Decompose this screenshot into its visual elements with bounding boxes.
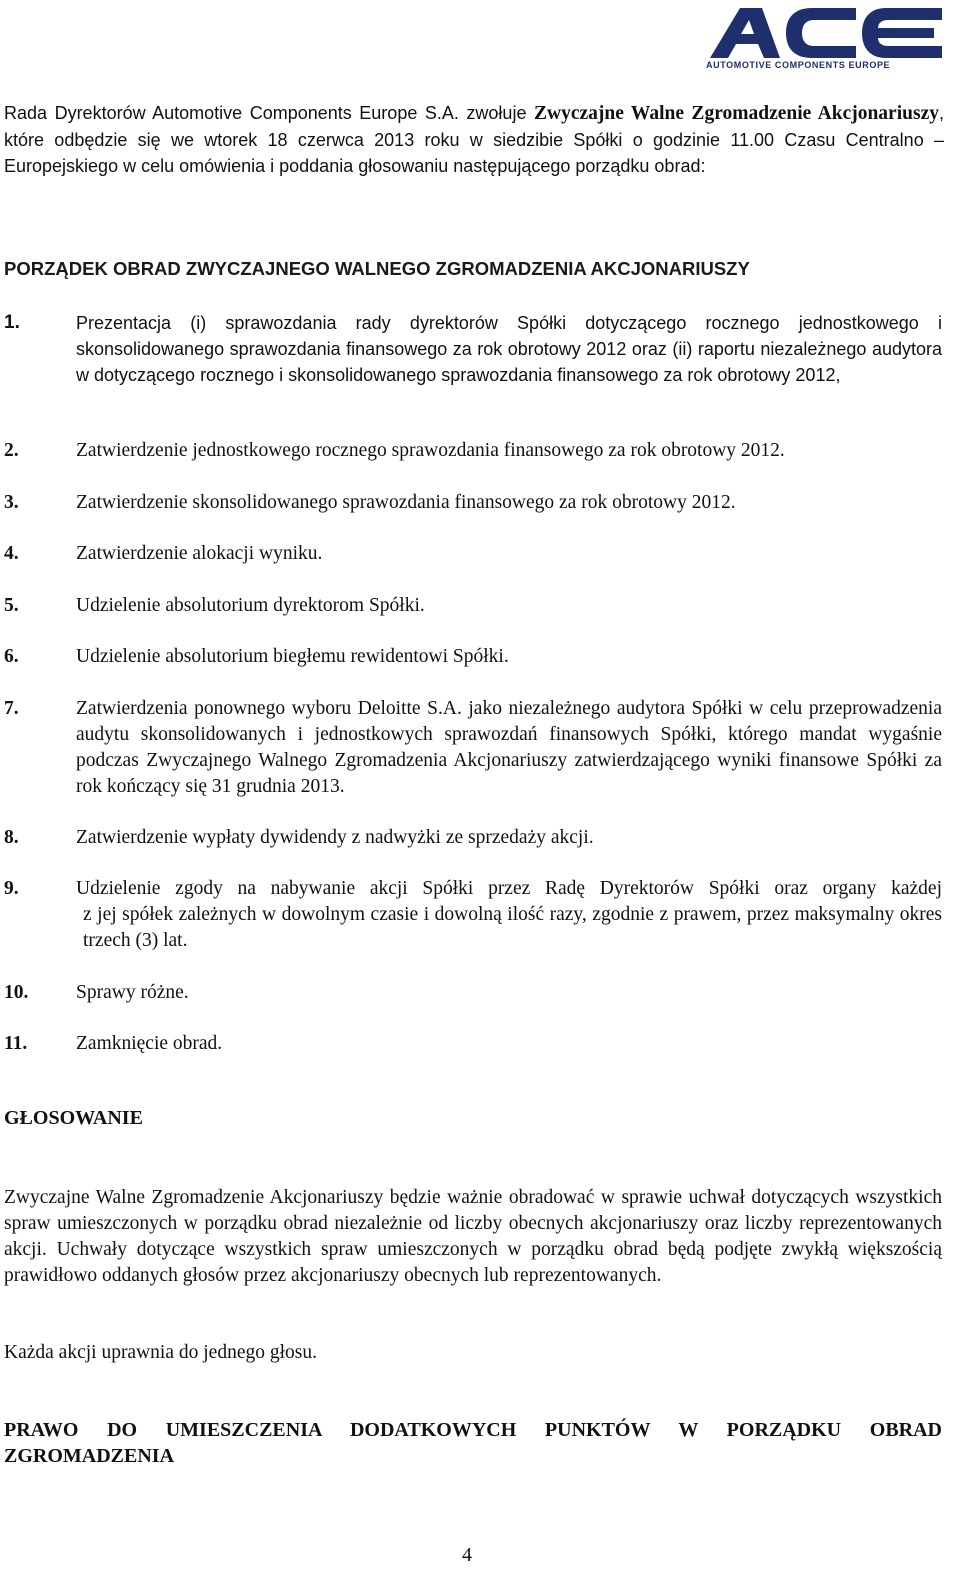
intro-meeting-name: Zwyczajne Walne Zgromadzenie Akcjonariuszy	[533, 103, 939, 124]
item-text: Prezentacja (i) sprawozdania rady dyrektorów Spółki dotyczącego rocznego jednostkowego i skonsolidowanego sprawozdania finansowego za rok obrotowy 2012 oraz (ii) raportu niezależnego audytora w dotyczącego rocznego i skonsolidowanego sprawozdania finansowego za rok obrotowy 2012,	[76, 313, 942, 385]
item-text: Zatwierdzenia ponownego wyboru Deloitte S.A. jako niezależnego audytora Spółki w celu przeprowadzenia audytu skonsolidowanych i jednostkowych sprawozdań finansowych Spółki, którego mandat wygaśnie podczas Zwyczajnego Walnego Zgromadzenia Akcjonariuszy zatwierdzającego wyniki finansowe Spółki za rok kończący się 31 grudnia 2013.	[76, 698, 942, 797]
vote-rule-paragraph: Każda akcji uprawnia do jednego głosu.	[4, 1342, 317, 1363]
item-number: 5.	[4, 595, 19, 616]
agenda-item-4	[4, 541, 942, 567]
item-number: 4.	[4, 543, 19, 564]
item-text: Zatwierdzenie alokacji wyniku.	[76, 543, 323, 564]
voting-heading: GŁOSOWANIE	[4, 1107, 143, 1129]
item-number: 6.	[4, 646, 19, 667]
item-text: Zatwierdzenie wypłaty dywidendy z nadwyżki ze sprzedaży akcji.	[76, 827, 594, 848]
agenda-item-8	[4, 825, 942, 851]
agenda-item-2	[4, 438, 942, 464]
item-text: Udzielenie absolutorium dyrektorom Spółki.	[76, 595, 425, 616]
rights-heading: PRAWO DO UMIESZCZENIA DODATKOWYCH PUNKTÓW W PORZĄDKU OBRAD ZGROMADZENIA	[4, 1419, 942, 1467]
item-number: 3.	[4, 492, 19, 513]
logo-tagline: AUTOMOTIVE COMPONENTS EUROPE	[706, 60, 891, 70]
agenda-item-7	[4, 696, 942, 800]
item-number: 2.	[4, 440, 19, 461]
agenda-item-10	[4, 980, 942, 1006]
page-number: 4	[462, 1544, 472, 1566]
item-text: Udzielenie absolutorium biegłemu rewidentowi Spółki.	[76, 646, 509, 667]
voting-paragraph: Zwyczajne Walne Zgromadzenie Akcjonariuszy będzie ważnie obradować w sprawie uchwał dotyczących wszystkich spraw umieszczonych w porządku obrad niezależnie od liczby obecnych akcjonariuszy oraz liczby reprezentowanych akcji. Uchwały dotyczące wszystkich spraw umieszczonych w porządku obrad będą podjęte zwykłą większością prawidłowo oddanych głosów przez akcjonariuszy obecnych lub reprezentowanych.	[4, 1187, 942, 1286]
intro-text-1: Rada Dyrektorów Automotive Components Europe S.A. zwołuje	[4, 103, 534, 123]
item-number: 7.	[4, 698, 19, 719]
agenda-item-5	[4, 593, 942, 619]
item-number: 9.	[4, 878, 19, 899]
agenda-item-6	[4, 644, 942, 670]
item-text: Zamknięcie obrad.	[76, 1033, 223, 1054]
item-text: Zatwierdzenie skonsolidowanego sprawozdania finansowego za rok obrotowy 2012.	[76, 492, 736, 513]
agenda-item-9	[4, 876, 942, 954]
item-number: 11.	[4, 1033, 28, 1054]
item-text: Sprawy różne.	[76, 982, 189, 1003]
agenda-item-1	[4, 310, 942, 388]
item-number: 8.	[4, 827, 19, 848]
item-text-first-line: Udzielenie zgody na nabywanie akcji Spółki przez Radę Dyrektorów Spółki oraz organy każdej	[76, 878, 942, 899]
item-text: Zatwierdzenie jednostkowego rocznego sprawozdania finansowego za rok obrotowy 2012.	[76, 440, 785, 461]
intro-text-2: , które odbędzie się we wtorek 18 czerwca 2013 roku w siedzibie Spółki o godzinie 11.00 Czasu Centralno – Europejskiego w celu omówienia i poddania głosowaniu następującego porządku obrad:	[4, 103, 944, 176]
agenda-title: PORZĄDEK OBRAD ZWYCZAJNEGO WALNEGO ZGROMADZENIA AKCJONARIUSZY	[4, 258, 750, 279]
item-text-continued: z jej spółek zależnych w dowolnym czasie i dowolną ilość razy, zgodnie z prawem, przez maksymalny okres trzech (3) lat.	[83, 904, 942, 951]
item-number: 10.	[4, 982, 29, 1003]
agenda-item-3	[4, 490, 942, 516]
intro-paragraph	[4, 100, 944, 179]
agenda-item-11	[4, 1031, 942, 1057]
item-number: 1.	[4, 312, 20, 333]
